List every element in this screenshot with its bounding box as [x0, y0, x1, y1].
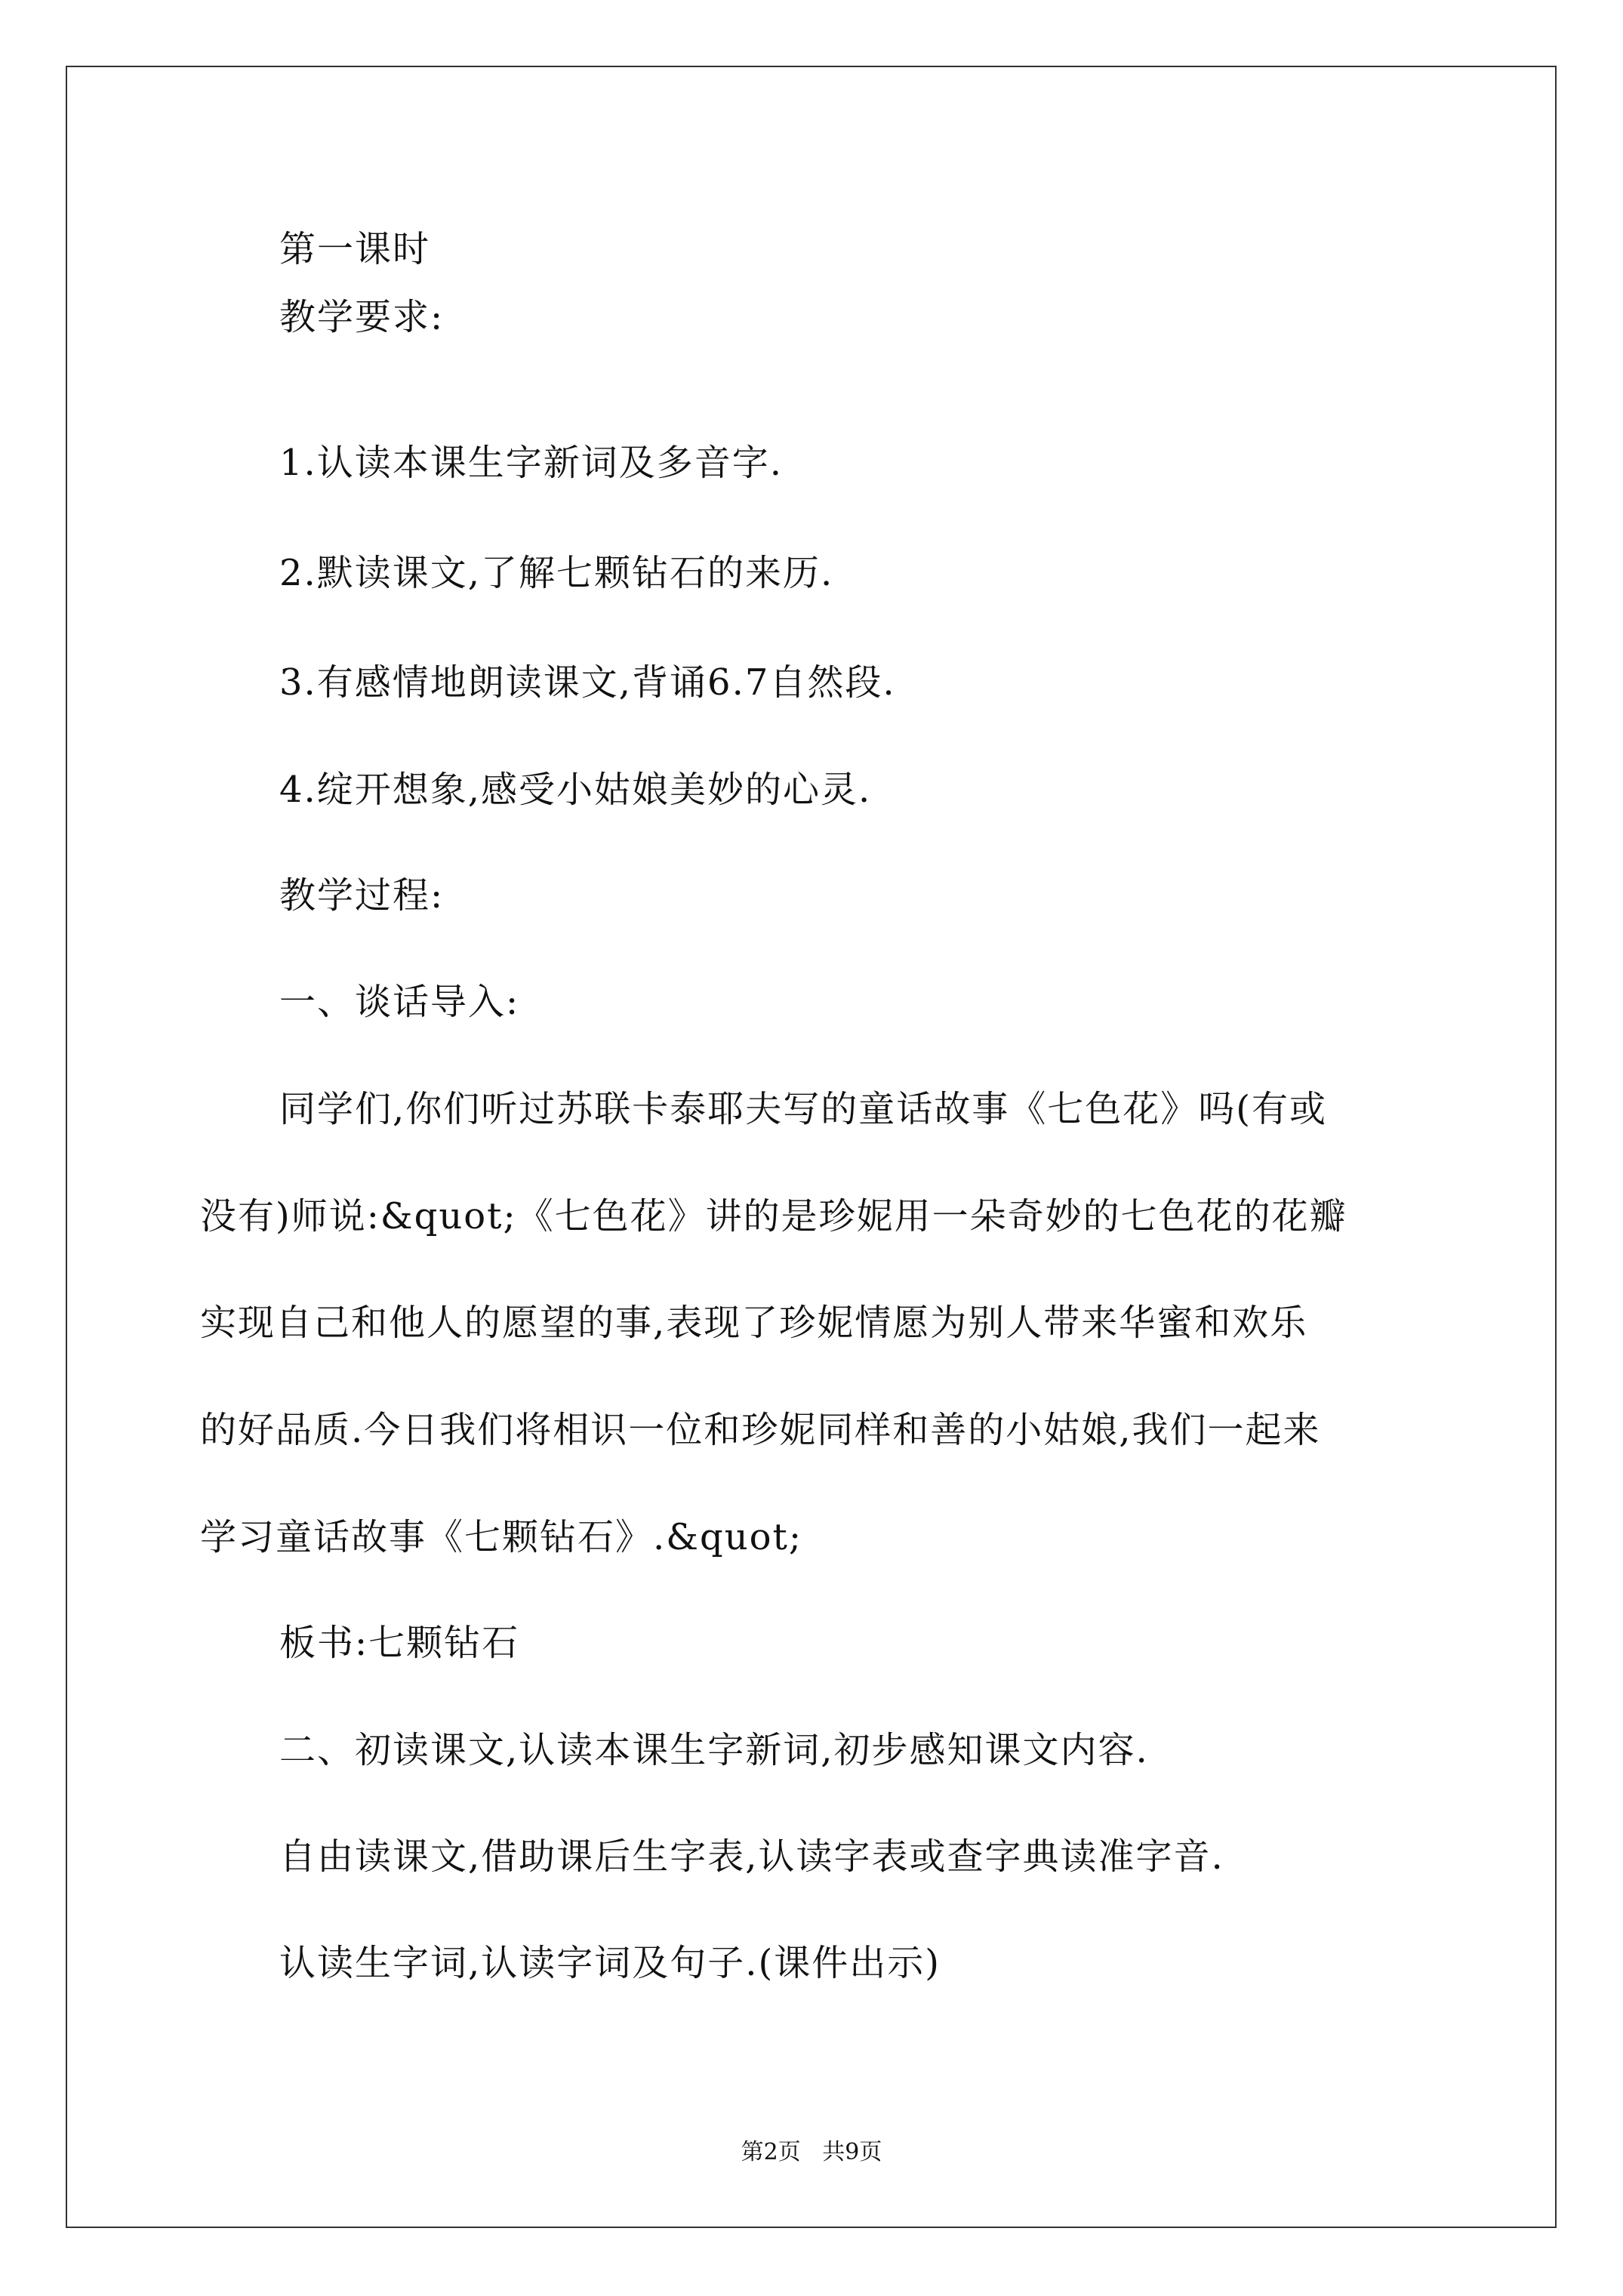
body-text-line: 同学们,你们听过苏联卡泰耶夫写的童话故事《七色花》吗(有或: [279, 1088, 1327, 1130]
page-border: [66, 66, 1557, 2228]
body-text-line: 的好品质.今日我们将相识一位和珍妮同样和善的小姑娘,我们一起来: [200, 1409, 1321, 1451]
lesson-heading: 第一课时: [279, 228, 431, 270]
step-heading: 一、谈话导入:: [279, 981, 520, 1023]
requirement-item: 2.默读课文,了解七颗钻石的来历.: [279, 552, 834, 594]
requirement-item: 3.有感情地朗读课文,背诵6.7自然段.: [279, 661, 896, 704]
step-heading: 二、初读课文,认读本课生字新词,初步感知课文内容.: [279, 1729, 1149, 1771]
requirement-item: 1.认读本课生字新词及多音字.: [279, 442, 784, 484]
page-number-footer: 第2页 共9页: [741, 2139, 882, 2165]
body-text-line: 实现自己和他人的愿望的事,表现了珍妮情愿为别人带来华蜜和欢乐: [200, 1302, 1308, 1344]
board-note: 板书:七颗钻石: [279, 1622, 520, 1664]
body-text-line: 认读生字词,认读字词及句子.(课件出示): [279, 1942, 941, 1984]
body-text-line: 自由读课文,借助课后生字表,认读字表或查字典读准字音.: [279, 1835, 1224, 1878]
body-text-line: 学习童话故事《七颗钻石》.&quot;: [200, 1516, 802, 1558]
requirement-item: 4.绽开想象,感受小姑娘美妙的心灵.: [279, 769, 872, 811]
section-heading-process: 教学过程:: [279, 874, 445, 917]
section-heading-requirements: 教学要求:: [279, 296, 445, 338]
body-text-line: 没有)师说:&quot;《七色花》讲的是珍妮用一朵奇妙的七色花的花瓣: [200, 1195, 1347, 1237]
